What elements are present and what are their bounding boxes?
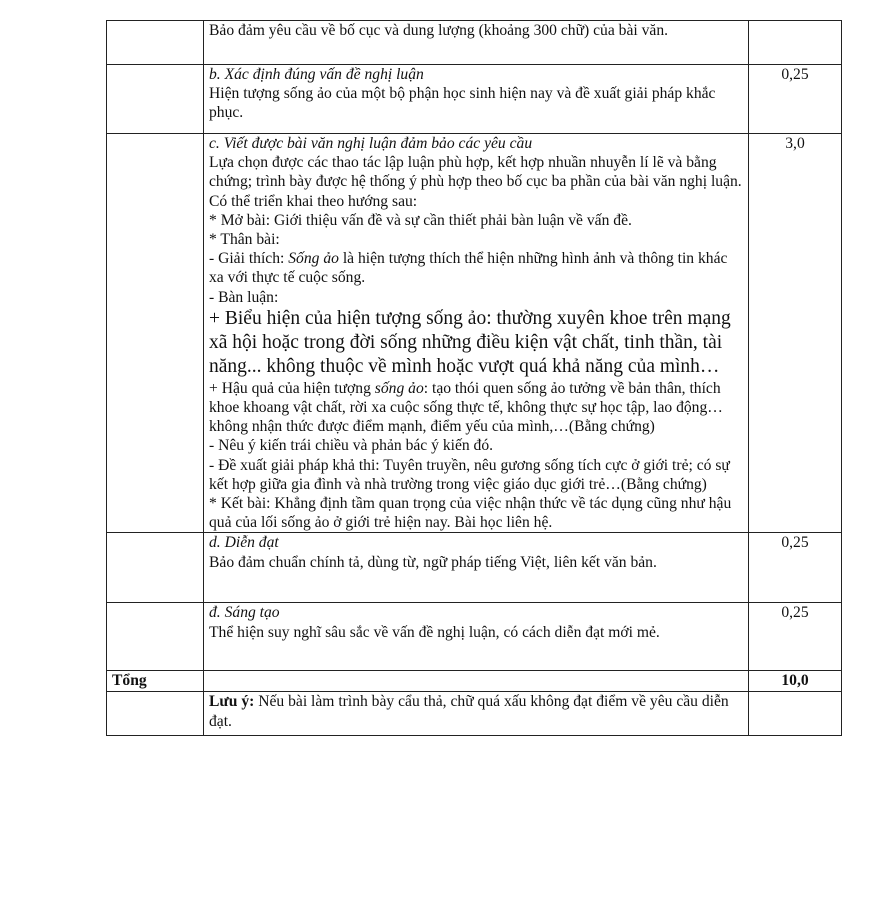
requirement-cell xyxy=(204,65,749,134)
criterion-heading: đ. Sáng tạo xyxy=(209,604,280,622)
score-cell xyxy=(749,21,842,65)
score-value: 0,25 xyxy=(749,65,842,134)
requirement-cell xyxy=(204,134,749,533)
total-score: 10,0 xyxy=(749,671,842,692)
empty-cell xyxy=(107,134,204,533)
table-row xyxy=(107,134,842,533)
paragraph: * Thân bài: xyxy=(209,231,280,249)
paragraph: + Biểu hiện của hiện tượng sống ảo: thường xuyên khoe trên mạng xã hội hoặc trong đời sống những điều kiện vật chất, tinh thần, tài năng... không thuộc về mình hoặc vượt quá khả năng của mình… xyxy=(209,307,731,377)
paragraph: - Đề xuất giải pháp khả thi: Tuyên truyền, nêu gương sống tích cực ở giới trẻ; có sự kết hợp giữa gia đình và nhà trường trong việc giáo dục giới trẻ…(Bằng chứng) xyxy=(209,456,730,493)
empty-cell xyxy=(107,65,204,134)
total-label: Tổng xyxy=(107,671,204,692)
empty-cell xyxy=(107,603,204,671)
total-row xyxy=(107,671,842,692)
criterion-heading: d. Diễn đạt xyxy=(209,534,279,552)
paragraph: + Hậu quả của hiện tượng sống ảo: tạo thói quen sống ảo tưởng về bản thân, thích khoe khoang vật chất, rời xa cuộc sống thực tế, không thực sự học tập, lao động…không nhận thức được điểm mạnh, điểm yếu của mình,…(Bằng chứng) xyxy=(209,379,723,436)
note-row xyxy=(107,692,842,736)
paragraph: - Bàn luận: xyxy=(209,288,279,306)
empty-cell xyxy=(749,692,842,736)
criterion-text: Hiện tượng sống ảo của một bộ phận học sinh hiện nay và đề xuất giải pháp khắc phục. xyxy=(209,85,716,122)
criterion-text: Thể hiện suy nghĩ sâu sắc về vấn đề nghị luận, có cách diễn đạt mới mẻ. xyxy=(209,623,660,641)
empty-cell xyxy=(107,533,204,603)
empty-cell xyxy=(107,21,204,65)
requirement-cell xyxy=(204,533,749,603)
empty-cell xyxy=(107,692,204,736)
note-text: Nếu bài làm trình bày cẩu thả, chữ quá xấu không đạt điểm về yêu cầu diễn đạt. xyxy=(209,693,729,730)
paragraph: * Mở bài: Giới thiệu vấn đề và sự cần thiết phải bàn luận về vấn đề. xyxy=(209,211,632,229)
paragraph: Lựa chọn được các thao tác lập luận phù hợp, kết hợp nhuần nhuyễn lí lẽ và bằng chứng; trình bày được hệ thống ý phù hợp theo bố cục ba phần của bài văn nghị luận. Có thể triển khai theo hướng sau: xyxy=(209,154,742,210)
paragraph: - Nêu ý kiến trái chiều và phản bác ý kiến đó. xyxy=(209,437,494,455)
table-row xyxy=(107,21,842,65)
requirement-cell xyxy=(204,603,749,671)
empty-cell xyxy=(204,671,749,692)
criterion-heading: c. Viết được bài văn nghị luận đảm bảo các yêu cầu xyxy=(209,135,533,152)
paragraph: - Giải thích: Sống ảo là hiện tượng thích thể hiện những hình ảnh và thông tin khác xa với thực tế cuộc sống. xyxy=(209,250,728,287)
score-value: 3,0 xyxy=(749,134,842,533)
note-label: Lưu ý: xyxy=(209,693,255,711)
note-cell xyxy=(204,692,749,736)
score-value: 0,25 xyxy=(749,533,842,603)
paragraph: * Kết bài: Khẳng định tầm quan trọng của việc nhận thức về tác dụng cũng như hậu quả của lối sống ảo ở giới trẻ hiện nay. Bài học liên hệ. xyxy=(209,495,732,532)
table-row xyxy=(107,533,842,603)
requirement-cell: Bảo đảm yêu cầu về bố cục và dung lượng (khoảng 300 chữ) của bài văn. xyxy=(204,21,749,65)
table-row xyxy=(107,603,842,671)
criterion-text: Bảo đảm chuẩn chính tả, dùng từ, ngữ pháp tiếng Việt, liên kết văn bản. xyxy=(209,553,657,571)
grading-table xyxy=(106,20,842,736)
score-value: 0,25 xyxy=(749,603,842,671)
criterion-heading: b. Xác định đúng vấn đề nghị luận xyxy=(209,66,424,83)
table-row xyxy=(107,65,842,134)
